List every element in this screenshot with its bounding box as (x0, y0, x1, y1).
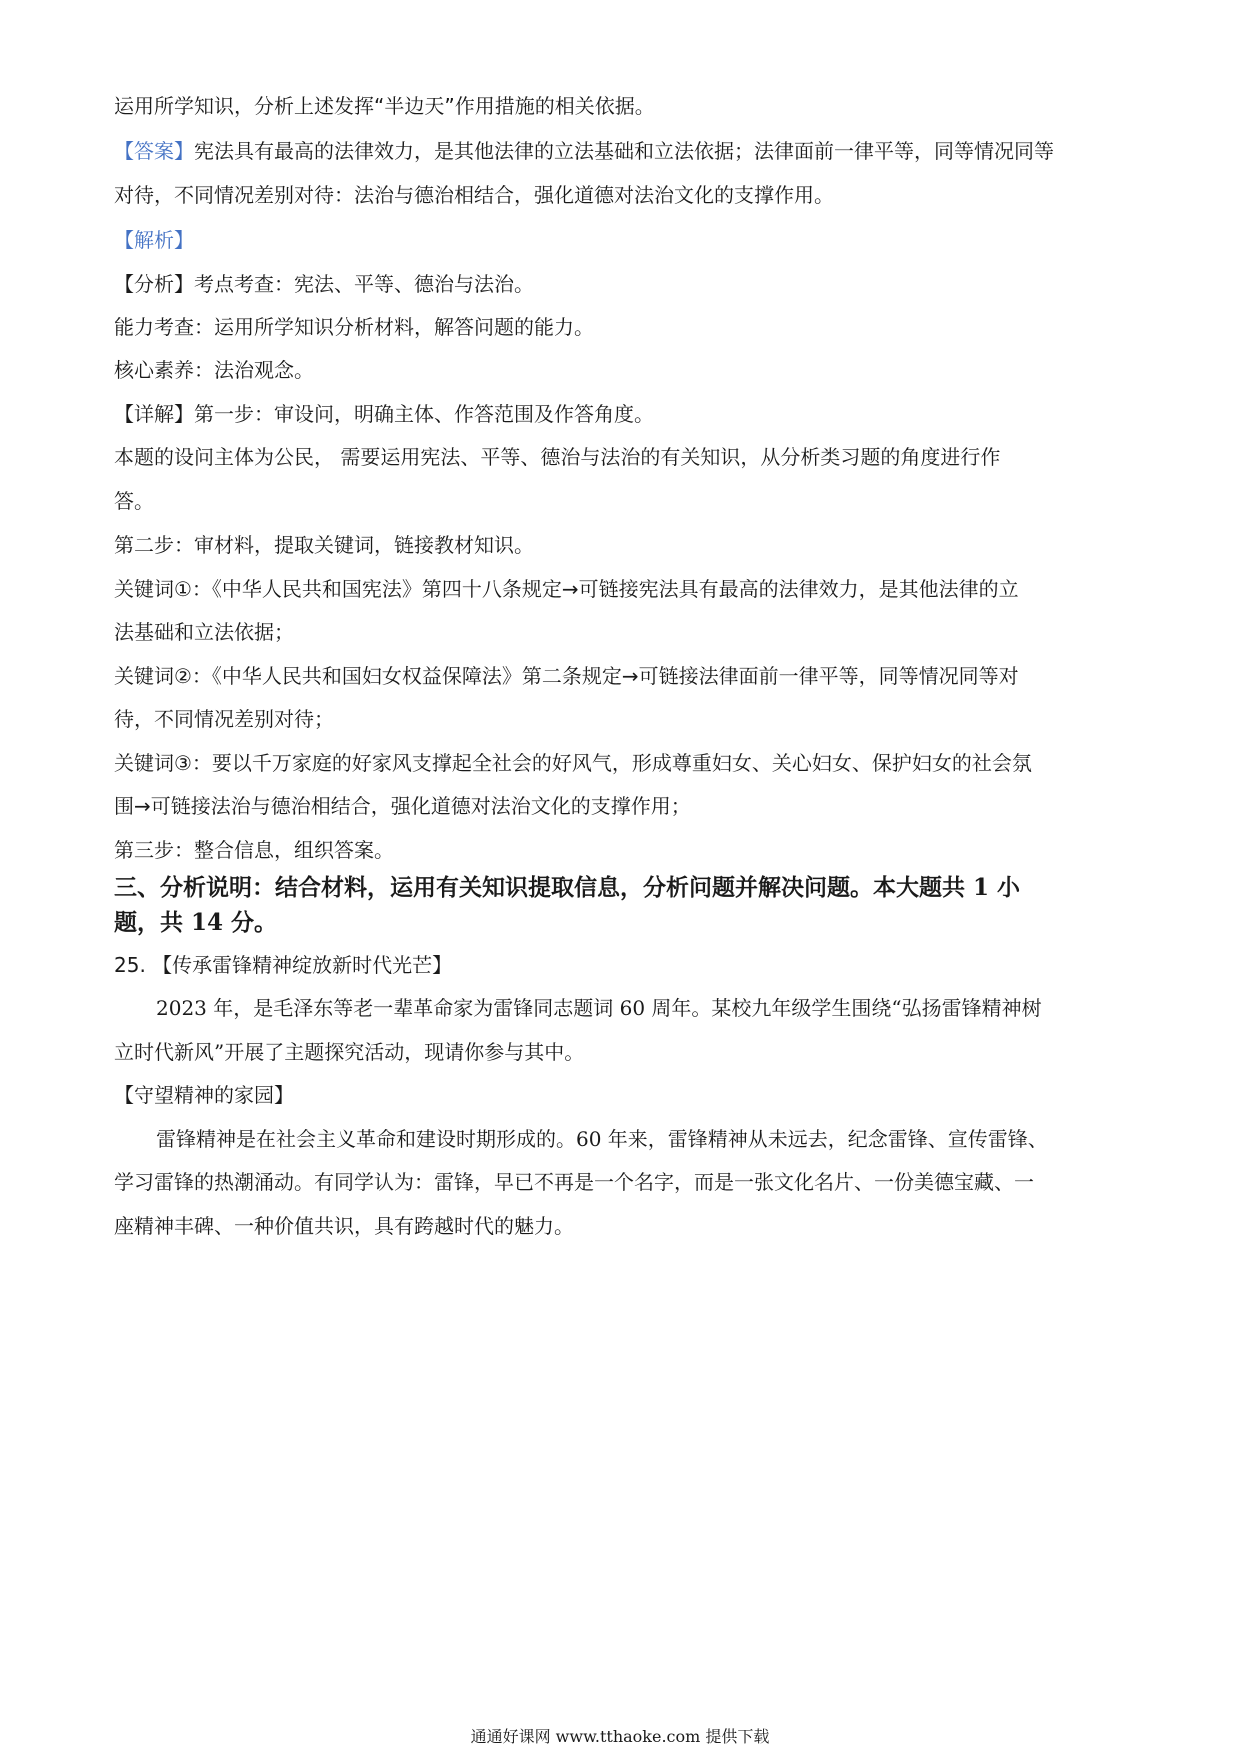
analysis-detail: 【详解】第一步：审设问，明确主体、作答范围及作答角度。 (114, 402, 654, 426)
question-25-title: 25. 【传承雷锋精神绽放新时代光芒】 (114, 953, 453, 977)
keyword-1-line-1: 关键词①：《中华人民共和国宪法》第四十八条规定→可链接宪法具有最高的法律效力，是其他法律的立 (114, 577, 1019, 601)
analysis-core: 核心素养：法治观念。 (114, 358, 314, 382)
analysis-fenxi: 【分析】考点考查：宪法、平等、德治与法治。 (114, 272, 534, 296)
question-25-para-1-line-2: 立时代新风”开展了主题探究活动，现请你参与其中。 (114, 1040, 585, 1064)
keyword-3-line-1: 关键词③：要以千万家庭的好家风支撑起全社会的好风气，形成尊重妇女、关心妇女、保护妇女的社会氛 (114, 751, 1032, 775)
page-footer: 通通好课网 www.tthaoke.com 提供下载 (470, 1727, 770, 1746)
analysis-subject-2: 答。 (114, 489, 154, 513)
answer-text-1: 宪法具有最高的法律效力，是其他法律的立法基础和立法依据；法律面前一律平等，同等情况同等 (194, 139, 1054, 163)
section-3-heading-line-2: 题，共 14 分。 (114, 909, 278, 936)
question-25-para-2-line-1: 雷锋精神是在社会主义革命和建设时期形成的。60 年来，雷锋精神从未远去，纪念雷锋、宣传雷锋、 (156, 1127, 1048, 1151)
keyword-2-line-1: 关键词②：《中华人民共和国妇女权益保障法》第二条规定→可链接法律面前一律平等，同等情况同等对 (114, 664, 1019, 688)
analysis-ability: 能力考查：运用所学知识分析材料，解答问题的能力。 (114, 315, 594, 339)
keyword-3-line-2: 围→可链接法治与德治相结合，强化道德对法治文化的支撑作用； (114, 794, 691, 818)
answer-line-1 (114, 137, 1134, 165)
answer-tag: 【答案】 (114, 139, 194, 163)
answer-line-2: 对待，不同情况差别对待：法治与德治相结合，强化道德对法治文化的支撑作用。 (114, 183, 834, 207)
keyword-1-line-2: 法基础和立法依据； (114, 620, 294, 644)
analysis-tag: 【解析】 (114, 228, 194, 252)
question-25-para-2-line-3: 座精神丰碑、一种价值共识，具有跨越时代的魅力。 (114, 1214, 574, 1238)
section-3-heading-line-1: 三、分析说明：结合材料，运用有关知识提取信息，分析问题并解决问题。本大题共 1 小 (114, 874, 1021, 901)
analysis-subject-1: 本题的设问主体为公民， 需要运用宪法、平等、德治与法治的有关知识，从分析类习题的角度进行作 (114, 445, 1001, 469)
intro-text: 运用所学知识，分析上述发挥“半边天”作用措施的相关依据。 (114, 94, 655, 118)
question-25-subtitle: 【守望精神的家园】 (114, 1083, 294, 1107)
analysis-step-3: 第三步：整合信息，组织答案。 (114, 838, 394, 862)
analysis-step-2: 第二步：审材料，提取关键词，链接教材知识。 (114, 533, 534, 557)
question-25-para-1-line-1: 2023 年，是毛泽东等老一辈革命家为雷锋同志题词 60 周年。某校九年级学生围绕“弘扬雷锋精神树 (156, 996, 1042, 1020)
question-25-para-2-line-2: 学习雷锋的热潮涌动。有同学认为：雷锋，早已不再是一个名字，而是一张文化名片、一份美德宝藏、一 (114, 1170, 1034, 1194)
keyword-2-line-2: 待，不同情况差别对待； (114, 707, 334, 731)
